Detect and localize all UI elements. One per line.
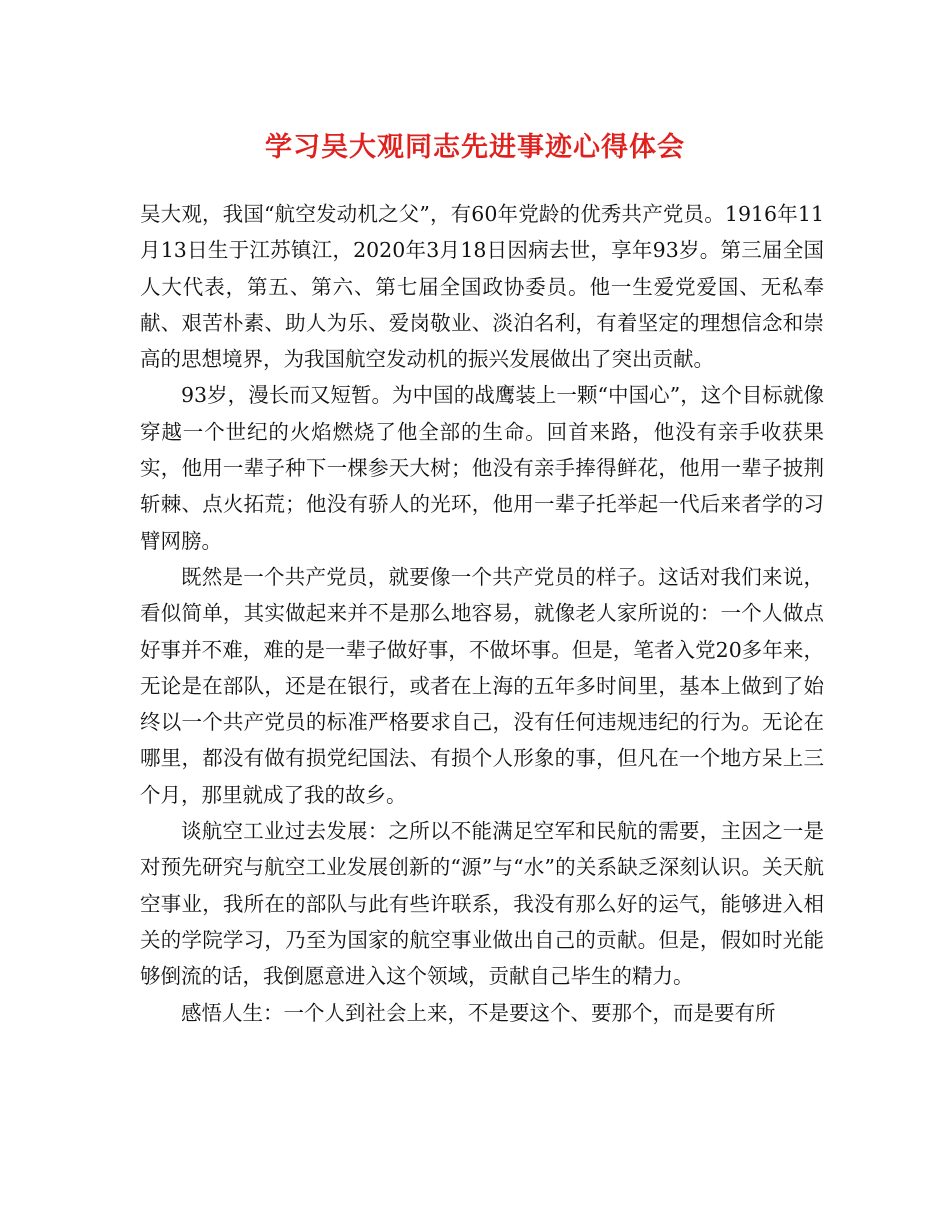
- document-title: 学习吴大观同志先进事迹心得体会: [265, 132, 685, 163]
- paragraph-intro: 吴大观，我国“航空发动机之父”，有60年党龄的优秀共产党员。1916年11月13日生于江苏镇江，2020年3月18日因病去世，享年93岁。第三届全国人大代表，第五、第六、第七届全国政协委员。他一生爱党爱国、无私奉献、艰苦朴素、助人为乐、爱岗敬业、淡泊名利，有着坚定的理想信念和崇高的思想境界，为我国航空发动机的振兴发展做出了突出贡献。: [140, 202, 824, 372]
- paragraph-93-years: 93岁，漫长而又短暂。为中国的战鹰装上一颗“中国心”，这个目标就像穿越一个世纪的火焰燃烧了他全部的生命。回首来路，他没有亲手收获果实，他用一辈子种下一棵参天大树；他没有亲手捧得鲜花，他用一辈子披荆斩棘、点火拓荒；他没有骄人的光环，他用一辈子托举起一代后来者学的习臂网膀。: [140, 383, 824, 553]
- document-body: [140, 196, 824, 1031]
- paragraph-party-member: 既然是一个共产党员，就要像一个共产党员的样子。这话对我们来说，看似简单，其实做起来并不是那么地容易，就像老人家所说的：一个人做点好事并不难，难的是一辈子做好事，不做坏事。但是，笔者入党20多年来，无论是在部队，还是在银行，或者在上海的五年多时间里，基本上做到了始终以一个共产党员的标准严格要求自己，没有任何违规违纪的行为。无论在哪里，都没有做有损党纪国法、有损个人形象的事，但凡在一个地方呆上三个月，那里就成了我的故乡。: [140, 564, 824, 807]
- paragraph-aviation-industry: 谈航空工业过去发展：之所以不能满足空军和民航的需要，主因之一是对预先研究与航空工业发展创新的“源”与“水”的关系缺乏深刻认识。关天航空事业，我所在的部队与此有些许联系，我没有那么好的运气，能够进入相关的学院学习，乃至为国家的航空事业做出自己的贡献。但是，假如时光能够倒流的话，我倒愿意进入这个领域，贡献自己毕生的精力。: [140, 819, 824, 989]
- paragraph-life-insight: 感悟人生：一个人到社会上来，不是要这个、要那个，而是要有所: [181, 1000, 776, 1025]
